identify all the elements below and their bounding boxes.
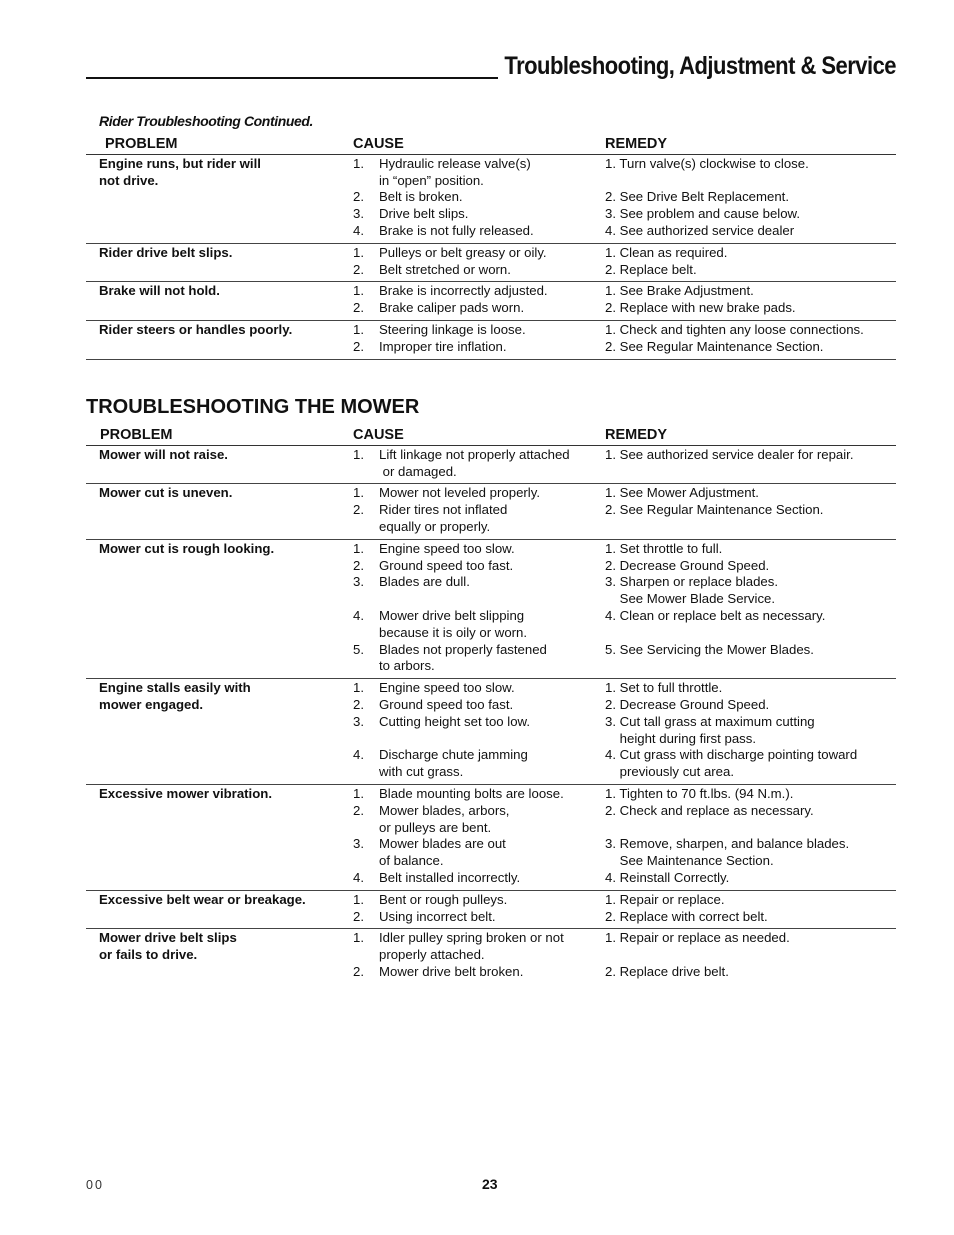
remedy-text: 2. Replace belt. bbox=[605, 261, 697, 277]
remedy-text: 4. See authorized service dealer bbox=[605, 222, 795, 238]
cause-text: Pulleys or belt greasy or oily. bbox=[379, 244, 547, 260]
cause-item bbox=[353, 574, 605, 608]
remedy-text: 2. Decrease Ground Speed. bbox=[605, 557, 770, 573]
cause-text: Improper tire inflation. bbox=[379, 338, 507, 354]
cause-number: 4. bbox=[353, 607, 364, 623]
remedy-cell bbox=[605, 484, 896, 539]
remedy-item bbox=[605, 803, 896, 837]
remedy-text: 2. Replace with new brake pads. bbox=[605, 300, 796, 316]
remedy-text: 1. Tighten to 70 ft.lbs. (94 N.m.). bbox=[605, 785, 794, 801]
cause-number: 2. bbox=[353, 963, 364, 979]
rider-table-body bbox=[86, 154, 896, 359]
cause-item bbox=[353, 892, 605, 909]
remedy-item bbox=[605, 502, 896, 536]
problem-text: not drive. bbox=[99, 172, 159, 188]
cause-cell bbox=[353, 679, 605, 785]
remedy-item bbox=[605, 283, 896, 300]
table-row bbox=[86, 282, 896, 321]
column-header-problem: PROBLEM bbox=[86, 136, 353, 154]
cause-number: 4. bbox=[353, 222, 364, 238]
problem-text: Mower will not raise. bbox=[99, 446, 228, 462]
page-heading: Troubleshooting, Adjustment & Service bbox=[504, 52, 896, 80]
footer-code: 00 bbox=[86, 1178, 104, 1192]
cause-item bbox=[353, 747, 605, 781]
remedy-text: 2. See Drive Belt Replacement. bbox=[605, 189, 789, 205]
cause-text: Mower drive belt slipping bbox=[379, 607, 525, 623]
cause-text bbox=[379, 591, 605, 608]
cause-number: 2. bbox=[353, 502, 364, 518]
cause-text: equally or properly. bbox=[379, 518, 491, 534]
remedy-text: previously cut area. bbox=[605, 764, 735, 780]
cause-item bbox=[353, 786, 605, 803]
cause-text: Bent or rough pulleys. bbox=[379, 891, 508, 907]
cause-cell bbox=[353, 154, 605, 243]
cause-text: Engine speed too slow. bbox=[379, 540, 515, 556]
cause-text: Engine speed too slow. bbox=[379, 680, 515, 696]
cause-item bbox=[353, 223, 605, 240]
cause-item bbox=[353, 714, 605, 748]
cause-text: Ground speed too fast. bbox=[379, 557, 514, 573]
cause-item bbox=[353, 930, 605, 964]
table-row bbox=[86, 784, 896, 890]
cause-item bbox=[353, 909, 605, 926]
problem-text: Excessive belt wear or breakage. bbox=[99, 891, 306, 907]
remedy-item bbox=[605, 245, 896, 262]
remedy-item bbox=[605, 642, 896, 676]
cause-number: 2. bbox=[353, 557, 364, 573]
problem-text: Mower cut is uneven. bbox=[99, 485, 233, 501]
cause-text: Idler pulley spring broken or not bbox=[379, 930, 564, 946]
cause-item bbox=[353, 502, 605, 536]
problem-cell bbox=[86, 282, 353, 321]
remedy-text bbox=[605, 658, 896, 675]
table-row bbox=[86, 679, 896, 785]
remedy-text: 2. See Regular Maintenance Section. bbox=[605, 338, 824, 354]
remedy-item bbox=[605, 322, 896, 339]
table-row bbox=[86, 154, 896, 243]
cause-number: 2. bbox=[353, 696, 364, 712]
cause-item bbox=[353, 697, 605, 714]
cause-text: Mower drive belt broken. bbox=[379, 963, 524, 979]
remedy-item bbox=[605, 156, 896, 190]
column-header-remedy: REMEDY bbox=[605, 427, 896, 445]
cause-item bbox=[353, 870, 605, 887]
cause-text: Mower not leveled properly. bbox=[379, 485, 541, 501]
remedy-text: 1. Clean as required. bbox=[605, 244, 728, 260]
header-rule bbox=[86, 77, 498, 79]
problem-text: or fails to drive. bbox=[99, 947, 198, 963]
remedy-item bbox=[605, 786, 896, 803]
remedy-item bbox=[605, 608, 896, 642]
cause-text: Steering linkage is loose. bbox=[379, 321, 526, 337]
problem-cell bbox=[86, 484, 353, 539]
remedy-cell bbox=[605, 243, 896, 282]
remedy-item bbox=[605, 870, 896, 887]
cause-text: of balance. bbox=[379, 853, 444, 869]
cause-item bbox=[353, 339, 605, 356]
remedy-text: 5. See Servicing the Mower Blades. bbox=[605, 641, 814, 657]
cause-number: 3. bbox=[353, 206, 364, 222]
remedy-item bbox=[605, 892, 896, 909]
cause-text: with cut grass. bbox=[379, 764, 464, 780]
remedy-text: 4. Reinstall Correctly. bbox=[605, 869, 730, 885]
table-row bbox=[86, 320, 896, 359]
problem-text: Excessive mower vibration. bbox=[99, 785, 272, 801]
problem-cell bbox=[86, 320, 353, 359]
remedy-text: 2. Replace drive belt. bbox=[605, 963, 729, 979]
cause-number: 2. bbox=[353, 338, 364, 354]
remedy-cell bbox=[605, 282, 896, 321]
remedy-item bbox=[605, 447, 896, 481]
cause-cell bbox=[353, 484, 605, 539]
problem-text: Engine stalls easily with bbox=[99, 680, 251, 696]
cause-text: Lift linkage not properly attached bbox=[379, 446, 570, 462]
remedy-text: 1. Turn valve(s) clockwise to close. bbox=[605, 155, 809, 171]
cause-text: Blade mounting bolts are loose. bbox=[379, 785, 564, 801]
column-header-cause: CAUSE bbox=[353, 427, 605, 445]
cause-text: Brake caliper pads worn. bbox=[379, 300, 525, 316]
cause-text: Brake is incorrectly adjusted. bbox=[379, 283, 548, 299]
cause-text: Ground speed too fast. bbox=[379, 696, 514, 712]
remedy-cell bbox=[605, 320, 896, 359]
table-row bbox=[86, 929, 896, 984]
cause-item bbox=[353, 485, 605, 502]
remedy-item bbox=[605, 223, 896, 240]
column-header-remedy: REMEDY bbox=[605, 136, 896, 154]
cause-text: Mower blades, arbors, bbox=[379, 802, 510, 818]
table-row bbox=[86, 445, 896, 484]
cause-number: 2. bbox=[353, 908, 364, 924]
cause-text bbox=[379, 731, 605, 748]
cause-number: 3. bbox=[353, 836, 364, 852]
rider-troubleshooting-table bbox=[86, 136, 896, 360]
cause-item bbox=[353, 206, 605, 223]
cause-text: or pulleys are bent. bbox=[379, 819, 492, 835]
cause-number: 2. bbox=[353, 189, 364, 205]
cause-text: to arbors. bbox=[379, 658, 435, 674]
cause-cell bbox=[353, 890, 605, 929]
cause-cell bbox=[353, 243, 605, 282]
remedy-item bbox=[605, 747, 896, 781]
remedy-item bbox=[605, 558, 896, 575]
remedy-item bbox=[605, 541, 896, 558]
problem-text: Mower drive belt slips bbox=[99, 930, 237, 946]
cause-number: 4. bbox=[353, 747, 364, 763]
remedy-item bbox=[605, 714, 896, 748]
remedy-text bbox=[605, 820, 896, 837]
mower-table-header-row bbox=[86, 427, 896, 445]
mower-section-title: TROUBLESHOOTING THE MOWER bbox=[86, 396, 420, 418]
cause-text: Discharge chute jamming bbox=[379, 747, 528, 763]
remedy-item bbox=[605, 262, 896, 279]
cause-item bbox=[353, 608, 605, 642]
cause-number: 1. bbox=[353, 785, 364, 801]
cause-item bbox=[353, 262, 605, 279]
cause-text: Rider tires not inflated bbox=[379, 502, 508, 518]
column-header-cause: CAUSE bbox=[353, 136, 605, 154]
remedy-text: height during first pass. bbox=[605, 730, 756, 746]
cause-number: 1. bbox=[353, 680, 364, 696]
remedy-item bbox=[605, 909, 896, 926]
remedy-cell bbox=[605, 154, 896, 243]
remedy-text: 1. Repair or replace. bbox=[605, 891, 725, 907]
mower-table-body bbox=[86, 445, 896, 983]
remedy-item bbox=[605, 574, 896, 608]
cause-text: Mower blades are out bbox=[379, 836, 506, 852]
remedy-item bbox=[605, 964, 896, 981]
remedy-item bbox=[605, 697, 896, 714]
rider-table-subtitle: Rider Troubleshooting Continued. bbox=[99, 113, 314, 129]
cause-item bbox=[353, 803, 605, 837]
problem-text: mower engaged. bbox=[99, 696, 204, 712]
cause-item bbox=[353, 189, 605, 206]
remedy-text: 2. See Regular Maintenance Section. bbox=[605, 502, 824, 518]
cause-number: 1. bbox=[353, 446, 364, 462]
cause-cell bbox=[353, 282, 605, 321]
remedy-text: 3. Sharpen or replace blades. bbox=[605, 574, 779, 590]
cause-text: Hydraulic release valve(s) bbox=[379, 155, 531, 171]
remedy-text: 2. Check and replace as necessary. bbox=[605, 802, 814, 818]
problem-text: Rider drive belt slips. bbox=[99, 244, 233, 260]
remedy-text bbox=[605, 519, 896, 536]
remedy-text: 1. See authorized service dealer for repair. bbox=[605, 446, 854, 462]
problem-cell bbox=[86, 243, 353, 282]
cause-item bbox=[353, 680, 605, 697]
cause-cell bbox=[353, 445, 605, 484]
problem-cell bbox=[86, 445, 353, 484]
cause-item bbox=[353, 156, 605, 190]
problem-cell bbox=[86, 784, 353, 890]
cause-cell bbox=[353, 784, 605, 890]
remedy-cell bbox=[605, 679, 896, 785]
cause-item bbox=[353, 300, 605, 317]
column-header-problem: PROBLEM bbox=[86, 427, 353, 445]
remedy-cell bbox=[605, 784, 896, 890]
cause-item bbox=[353, 558, 605, 575]
remedy-item bbox=[605, 836, 896, 870]
remedy-text: 4. Clean or replace belt as necessary. bbox=[605, 607, 826, 623]
problem-cell bbox=[86, 679, 353, 785]
cause-number: 1. bbox=[353, 891, 364, 907]
table-row bbox=[86, 243, 896, 282]
cause-number: 5. bbox=[353, 641, 364, 657]
problem-text: Rider steers or handles poorly. bbox=[99, 321, 293, 337]
remedy-item bbox=[605, 680, 896, 697]
remedy-text bbox=[605, 173, 896, 190]
remedy-cell bbox=[605, 445, 896, 484]
cause-number: 1. bbox=[353, 321, 364, 337]
cause-number: 1. bbox=[353, 930, 364, 946]
cause-item bbox=[353, 836, 605, 870]
cause-text: Brake is not fully released. bbox=[379, 222, 534, 238]
cause-text: because it is oily or worn. bbox=[379, 624, 528, 640]
remedy-text: 1. Set to full throttle. bbox=[605, 680, 723, 696]
cause-item bbox=[353, 283, 605, 300]
remedy-cell bbox=[605, 539, 896, 678]
cause-number: 2. bbox=[353, 300, 364, 316]
remedy-item bbox=[605, 485, 896, 502]
remedy-text: 1. See Brake Adjustment. bbox=[605, 283, 754, 299]
table-row bbox=[86, 484, 896, 539]
problem-cell bbox=[86, 539, 353, 678]
remedy-text: 3. Cut tall grass at maximum cutting bbox=[605, 713, 815, 729]
cause-text: Blades not properly fastened bbox=[379, 641, 547, 657]
cause-number: 1. bbox=[353, 283, 364, 299]
cause-item bbox=[353, 322, 605, 339]
table-row bbox=[86, 890, 896, 929]
remedy-text: 3. Remove, sharpen, and balance blades. bbox=[605, 836, 850, 852]
remedy-item bbox=[605, 189, 896, 206]
cause-text: Belt is broken. bbox=[379, 189, 463, 205]
cause-text: Blades are dull. bbox=[379, 574, 470, 590]
cause-number: 3. bbox=[353, 574, 364, 590]
cause-text: Drive belt slips. bbox=[379, 206, 469, 222]
remedy-text: 1. Repair or replace as needed. bbox=[605, 930, 790, 946]
problem-cell bbox=[86, 890, 353, 929]
remedy-text: 1. Check and tighten any loose connections. bbox=[605, 321, 864, 337]
cause-cell bbox=[353, 929, 605, 984]
cause-cell bbox=[353, 320, 605, 359]
remedy-item bbox=[605, 300, 896, 317]
remedy-text: See Mower Blade Service. bbox=[605, 591, 776, 607]
cause-text: Belt installed incorrectly. bbox=[379, 869, 521, 885]
remedy-text bbox=[605, 947, 896, 964]
cause-number: 3. bbox=[353, 713, 364, 729]
remedy-text: 1. Set throttle to full. bbox=[605, 540, 723, 556]
remedy-text bbox=[605, 464, 896, 481]
remedy-item bbox=[605, 339, 896, 356]
cause-number: 1. bbox=[353, 244, 364, 260]
remedy-text: 3. See problem and cause below. bbox=[605, 206, 801, 222]
cause-text: Using incorrect belt. bbox=[379, 908, 496, 924]
remedy-text: See Maintenance Section. bbox=[605, 853, 774, 869]
cause-text: Cutting height set too low. bbox=[379, 713, 531, 729]
cause-number: 2. bbox=[353, 802, 364, 818]
cause-item bbox=[353, 245, 605, 262]
cause-item bbox=[353, 541, 605, 558]
cause-number: 1. bbox=[353, 155, 364, 171]
rider-table-header-row bbox=[86, 136, 896, 154]
remedy-text: 1. See Mower Adjustment. bbox=[605, 485, 759, 501]
remedy-text bbox=[605, 625, 896, 642]
remedy-cell bbox=[605, 890, 896, 929]
cause-item bbox=[353, 447, 605, 481]
cause-text: properly attached. bbox=[379, 947, 485, 963]
mower-troubleshooting-table bbox=[86, 427, 896, 984]
cause-text: or damaged. bbox=[379, 463, 457, 479]
remedy-text: 2. Replace with correct belt. bbox=[605, 908, 768, 924]
remedy-cell bbox=[605, 929, 896, 984]
remedy-text: 2. Decrease Ground Speed. bbox=[605, 696, 770, 712]
cause-item bbox=[353, 642, 605, 676]
cause-number: 1. bbox=[353, 540, 364, 556]
cause-text: Belt stretched or worn. bbox=[379, 261, 511, 277]
remedy-text: 4. Cut grass with discharge pointing toward bbox=[605, 747, 858, 763]
page-number: 23 bbox=[482, 1176, 498, 1192]
problem-text: Brake will not hold. bbox=[99, 283, 220, 299]
problem-text: Mower cut is rough looking. bbox=[99, 540, 275, 556]
cause-number: 4. bbox=[353, 869, 364, 885]
cause-number: 1. bbox=[353, 485, 364, 501]
problem-text: Engine runs, but rider will bbox=[99, 155, 261, 171]
cause-item bbox=[353, 964, 605, 981]
table-row bbox=[86, 539, 896, 678]
problem-cell bbox=[86, 929, 353, 984]
remedy-item bbox=[605, 930, 896, 964]
cause-number: 2. bbox=[353, 261, 364, 277]
remedy-item bbox=[605, 206, 896, 223]
problem-cell bbox=[86, 154, 353, 243]
cause-text: in “open” position. bbox=[379, 172, 484, 188]
cause-cell bbox=[353, 539, 605, 678]
